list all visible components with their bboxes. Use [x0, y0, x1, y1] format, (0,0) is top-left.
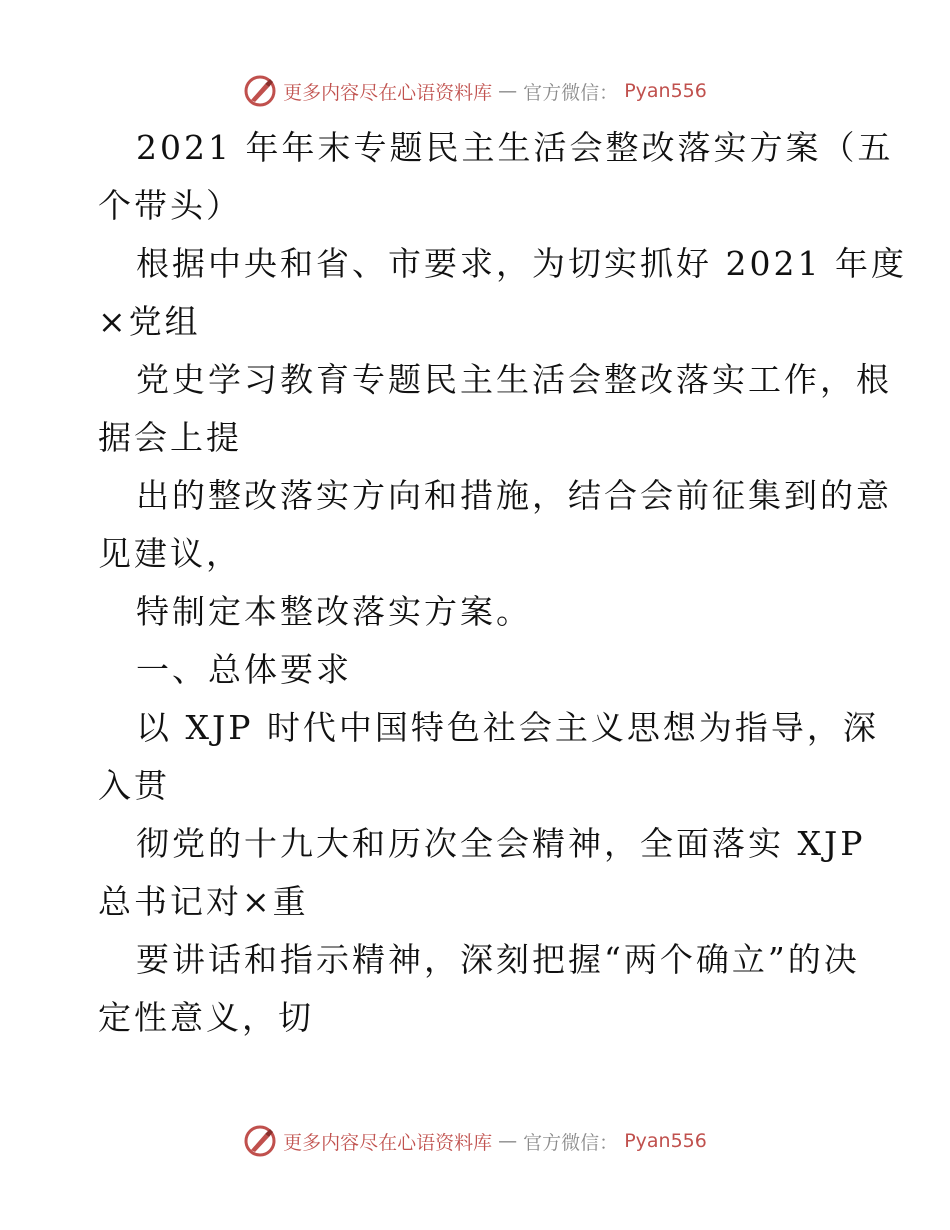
footer-watermark [0, 1124, 950, 1158]
paragraph-line: 出的整改落实方向和措施，结合会前征集到的意 [136, 476, 892, 515]
watermark-dash: — [498, 80, 518, 102]
paragraph-line: 彻党的十九大和历次全会精神，全面落实 XJP [136, 824, 866, 863]
watermark-official-label: 官方微信： [523, 81, 619, 104]
paragraph-line: 根据中央和省、市要求，为切实抓好 2021 年度 [136, 244, 907, 283]
section-heading: 一、总体要求 [136, 650, 352, 689]
paragraph-line: 党史学习教育专题民主生活会整改落实工作，根 [136, 360, 892, 399]
paragraph-line: 特制定本整改落实方案。 [136, 592, 532, 631]
watermark-wechat-id: Pyan556 [624, 1130, 707, 1152]
paragraph-line: 以 XJP 时代中国特色社会主义思想为指导，深 [136, 708, 879, 747]
paragraph-line: 据会上提 [98, 418, 242, 457]
watermark-site-text: 更多内容尽在心语资料库 [283, 81, 493, 104]
paragraph-line: 总书记对×重 [98, 882, 309, 921]
document-title-line-2: 个带头） [98, 186, 242, 225]
watermark-dash: — [498, 1130, 518, 1152]
watermark-official-label: 官方微信： [523, 1131, 619, 1154]
pen-circle-icon [243, 1124, 277, 1158]
watermark-wechat-id: Pyan556 [624, 80, 707, 102]
paragraph-line: 要讲话和指示精神，深刻把握“两个确立”的决 [136, 940, 860, 979]
paragraph-line: ×党组 [98, 302, 201, 341]
paragraph-line: 入贯 [98, 766, 170, 805]
watermark-site-text: 更多内容尽在心语资料库 [283, 1131, 493, 1154]
header-watermark [0, 74, 950, 108]
pen-circle-icon [243, 74, 277, 108]
document-title-line-1: 2021 年年末专题民主生活会整改落实方案（五 [136, 128, 894, 167]
paragraph-line: 定性意义，切 [98, 998, 314, 1037]
paragraph-line: 见建议， [98, 534, 242, 573]
